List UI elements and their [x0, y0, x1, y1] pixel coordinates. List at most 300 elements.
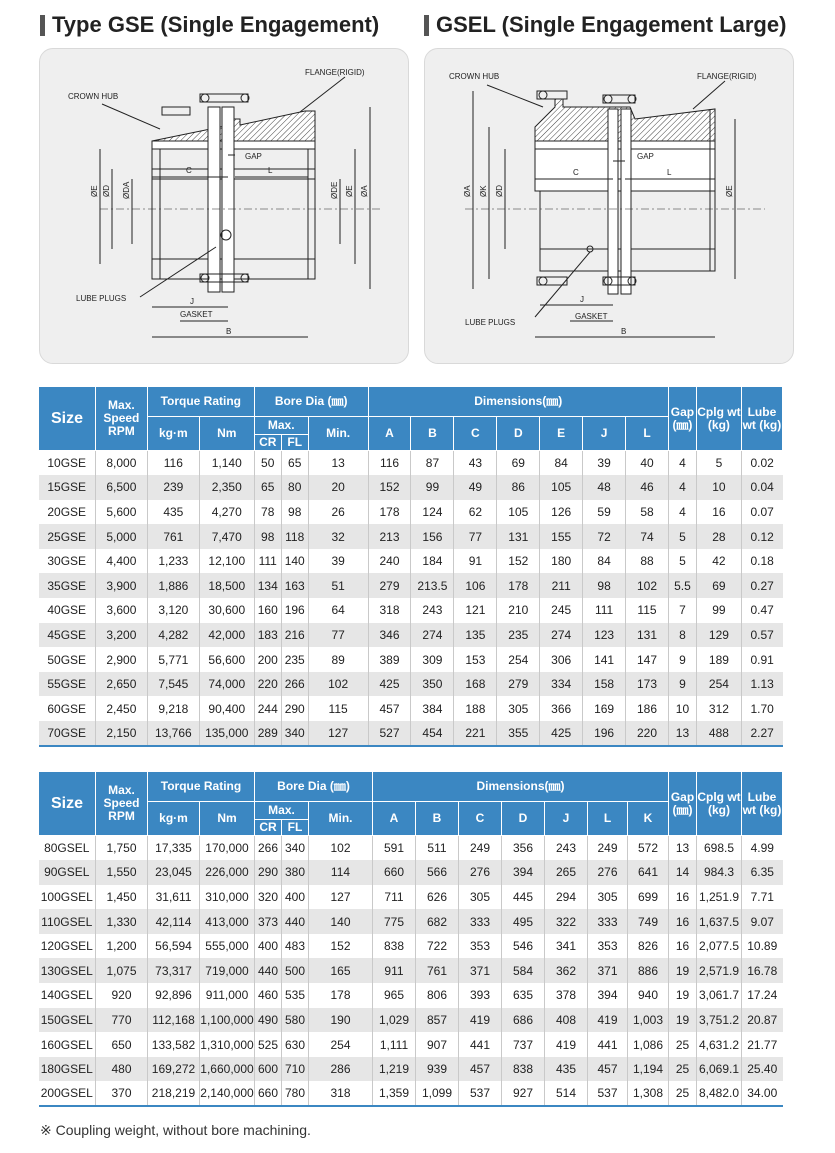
table-cell: 220 [254, 672, 281, 697]
table-cell: 165 [309, 958, 373, 983]
table-cell: 12,100 [199, 549, 254, 574]
table-cell: 838 [373, 934, 416, 959]
table-cell: 155 [540, 524, 583, 549]
gse-oe-left-label: ØE [90, 185, 99, 197]
table-cell: 600 [255, 1057, 282, 1082]
table-cell: 226,000 [200, 860, 255, 885]
table-cell: 74 [626, 524, 669, 549]
gse-coupling-drawing [40, 49, 408, 363]
table-cell: 911 [373, 958, 416, 983]
table-cell: 393 [459, 983, 502, 1008]
table-cell: 42,114 [148, 909, 200, 934]
gse-diagram-panel [39, 48, 409, 364]
table-cell: 535 [282, 983, 309, 1008]
table-cell: 580 [282, 1008, 309, 1033]
model-size-cell: 150GSEL [39, 1008, 96, 1033]
table-cell: 140 [309, 909, 373, 934]
table-row [39, 451, 783, 476]
table-cell: 42,000 [199, 623, 254, 648]
gsel-lube-plugs-label: LUBE PLUGS [465, 318, 516, 327]
table-row [39, 500, 783, 525]
table-cell: 19 [669, 958, 697, 983]
table-cell: 9 [668, 647, 696, 672]
table-cell: 188 [454, 696, 497, 721]
table-cell: 749 [628, 909, 669, 934]
table-cell: 196 [281, 598, 308, 623]
table-cell: 178 [497, 573, 540, 598]
table-cell: 218,219 [148, 1081, 200, 1106]
table-cell: 290 [255, 860, 282, 885]
header-gap: Gap (㎜) [669, 772, 697, 836]
table-cell: 134 [254, 573, 281, 598]
table-cell: 373 [255, 909, 282, 934]
table-cell: 441 [588, 1032, 628, 1057]
table-cell: 5,771 [147, 647, 199, 672]
table-cell: 7,470 [199, 524, 254, 549]
table-row [39, 598, 783, 623]
table-row [39, 647, 783, 672]
table-cell: 584 [502, 958, 545, 983]
table-cell: 84 [540, 451, 583, 476]
table-cell: 9,218 [147, 696, 199, 721]
table-row [39, 909, 783, 934]
table-row [39, 836, 783, 861]
table-cell: 25 [669, 1081, 697, 1106]
header-dim-col: L [588, 802, 628, 836]
gse-flange-label: FLANGE(RIGID) [305, 68, 365, 77]
gsel-crown-hub-label: CROWN HUB [449, 72, 500, 81]
table-cell: 18,500 [199, 573, 254, 598]
table-cell: 305 [459, 885, 502, 910]
table-cell: 26 [308, 500, 368, 525]
table-cell: 126 [540, 500, 583, 525]
table-cell: 0.07 [741, 500, 782, 525]
table-cell: 1,359 [373, 1081, 416, 1106]
table-cell: 4 [668, 475, 696, 500]
table-cell: 886 [628, 958, 669, 983]
table-cell: 196 [583, 721, 626, 746]
table-cell: 105 [497, 500, 540, 525]
table-cell: 333 [588, 909, 628, 934]
table-cell: 480 [96, 1057, 148, 1082]
table-cell: 123 [583, 623, 626, 648]
model-size-cell: 60GSE [39, 696, 96, 721]
table-cell: 127 [309, 885, 373, 910]
table-cell: 88 [626, 549, 669, 574]
table-cell: 3,061.7 [697, 983, 742, 1008]
table-cell: 0.02 [741, 451, 782, 476]
table-cell: 630 [282, 1032, 309, 1057]
table-cell: 184 [411, 549, 454, 574]
model-size-cell: 35GSE [39, 573, 96, 598]
table-cell: 90,400 [199, 696, 254, 721]
table-cell: 380 [282, 860, 309, 885]
table-row [39, 696, 783, 721]
table-cell: 106 [454, 573, 497, 598]
header-size: Size [39, 772, 96, 836]
table-cell: 48 [583, 475, 626, 500]
table-cell: 686 [502, 1008, 545, 1033]
table-cell: 8,000 [95, 451, 147, 476]
table-cell: 660 [255, 1081, 282, 1106]
table-cell: 806 [416, 983, 459, 1008]
table-cell: 244 [254, 696, 281, 721]
table-cell: 413,000 [200, 909, 255, 934]
table-cell: 276 [588, 860, 628, 885]
header-lube-wt: Lube wt (kg) [741, 387, 782, 451]
table-cell: 10.89 [742, 934, 783, 959]
table-cell: 173 [626, 672, 669, 697]
gse-oda-label: ØDA [122, 181, 131, 199]
table-cell: 1,660,000 [200, 1057, 255, 1082]
table-cell: 56,600 [199, 647, 254, 672]
table-cell: 1,886 [147, 573, 199, 598]
table-cell: 419 [588, 1008, 628, 1033]
table-cell: 216 [281, 623, 308, 648]
table-cell: 350 [411, 672, 454, 697]
table-cell: 19 [669, 1008, 697, 1033]
gse-l-label: L [268, 166, 273, 175]
table-cell: 920 [96, 983, 148, 1008]
table-cell: 5,600 [95, 500, 147, 525]
header-cr: CR [255, 820, 282, 836]
table-cell: 1,194 [628, 1057, 669, 1082]
table-cell: 180 [540, 549, 583, 574]
gse-gasket-label: GASKET [180, 310, 213, 319]
table-cell: 719,000 [200, 958, 255, 983]
table-cell: 73,317 [148, 958, 200, 983]
table-cell: 65 [281, 451, 308, 476]
table-cell: 16 [669, 934, 697, 959]
table-cell: 114 [309, 860, 373, 885]
gse-oa-label: ØA [360, 185, 369, 197]
table-cell: 340 [282, 836, 309, 861]
table-cell: 17,335 [148, 836, 200, 861]
table-cell: 378 [545, 983, 588, 1008]
header-nm: Nm [199, 417, 254, 451]
table-cell: 115 [626, 598, 669, 623]
table-row [39, 672, 783, 697]
table-cell: 495 [502, 909, 545, 934]
table-cell: 546 [502, 934, 545, 959]
table-cell: 384 [411, 696, 454, 721]
header-dimensions: Dimensions(㎜) [373, 772, 669, 802]
table-cell: 266 [281, 672, 308, 697]
table-cell: 20.87 [742, 1008, 783, 1033]
table-cell: 857 [416, 1008, 459, 1033]
header-dim-col: D [502, 802, 545, 836]
table-cell: 0.27 [741, 573, 782, 598]
table-cell: 69 [497, 451, 540, 476]
table-cell: 353 [588, 934, 628, 959]
table-cell: 152 [309, 934, 373, 959]
table-cell: 356 [502, 836, 545, 861]
model-size-cell: 200GSEL [39, 1081, 96, 1106]
table-cell: 290 [281, 696, 308, 721]
table-cell: 265 [545, 860, 588, 885]
table-cell: 16 [669, 885, 697, 910]
table-cell: 189 [696, 647, 741, 672]
table-cell: 635 [502, 983, 545, 1008]
table-cell: 102 [309, 836, 373, 861]
table-cell: 7,545 [147, 672, 199, 697]
model-size-cell: 50GSE [39, 647, 96, 672]
table-cell: 121 [454, 598, 497, 623]
table-cell: 927 [502, 1081, 545, 1106]
footnote: ※ Coupling weight, without bore machining. [40, 1122, 311, 1138]
header-dim-col: J [545, 802, 588, 836]
gsel-b-label: B [621, 327, 627, 336]
table-cell: 4.99 [742, 836, 783, 861]
table-cell: 0.47 [741, 598, 782, 623]
table-cell: 1,750 [96, 836, 148, 861]
gsel-j-label: J [580, 295, 584, 304]
table-cell: 243 [411, 598, 454, 623]
table-cell: 1,086 [628, 1032, 669, 1057]
header-fl: FL [281, 435, 308, 451]
table-cell: 340 [281, 721, 308, 746]
table-cell: 341 [545, 934, 588, 959]
table-cell: 660 [373, 860, 416, 885]
table-cell: 87 [411, 451, 454, 476]
gsel-oa-label: ØA [463, 185, 472, 197]
table-cell: 5,000 [95, 524, 147, 549]
model-size-cell: 10GSE [39, 451, 96, 476]
table-cell: 210 [497, 598, 540, 623]
table-cell: 99 [696, 598, 741, 623]
table-cell: 1,075 [96, 958, 148, 983]
table-cell: 527 [368, 721, 411, 746]
table-cell: 211 [540, 573, 583, 598]
table-cell: 682 [416, 909, 459, 934]
table-cell: 2.27 [741, 721, 782, 746]
table-cell: 28 [696, 524, 741, 549]
table-cell: 105 [540, 475, 583, 500]
table-cell: 1,310,000 [200, 1032, 255, 1057]
table-cell: 425 [540, 721, 583, 746]
title-bar-marker [424, 15, 429, 36]
table-cell: 34.00 [742, 1081, 783, 1106]
table-cell: 511 [416, 836, 459, 861]
table-cell: 5 [696, 451, 741, 476]
table-cell: 39 [308, 549, 368, 574]
table-row [39, 934, 783, 959]
table-cell: 9 [668, 672, 696, 697]
table-cell: 289 [254, 721, 281, 746]
table-cell: 371 [459, 958, 502, 983]
table-cell: 309 [411, 647, 454, 672]
table-cell: 355 [497, 721, 540, 746]
table-cell: 118 [281, 524, 308, 549]
table-cell: 537 [459, 1081, 502, 1106]
table-cell: 1,637.5 [697, 909, 742, 934]
table-row [39, 721, 783, 746]
header-max-speed: Max. Speed RPM [96, 772, 148, 836]
header-dim-col: C [459, 802, 502, 836]
table-cell: 3,900 [95, 573, 147, 598]
table-cell: 131 [497, 524, 540, 549]
gse-lube-plugs-label: LUBE PLUGS [76, 294, 127, 303]
table-cell: 4 [668, 451, 696, 476]
table-cell: 454 [411, 721, 454, 746]
table-cell: 5 [668, 549, 696, 574]
table-cell: 169 [583, 696, 626, 721]
table-cell: 69 [696, 573, 741, 598]
table-cell: 435 [147, 500, 199, 525]
model-size-cell: 130GSEL [39, 958, 96, 983]
table-cell: 254 [696, 672, 741, 697]
gse-od-label: ØD [102, 185, 111, 197]
header-torque: Torque Rating [147, 387, 254, 417]
model-size-cell: 100GSEL [39, 885, 96, 910]
table-cell: 1.70 [741, 696, 782, 721]
header-cplg-wt: Cplg wt (kg) [697, 772, 742, 836]
table-cell: 650 [96, 1032, 148, 1057]
table-cell: 50 [254, 451, 281, 476]
table-cell: 838 [502, 1057, 545, 1082]
table-cell: 91 [454, 549, 497, 574]
table-cell: 102 [626, 573, 669, 598]
table-cell: 286 [309, 1057, 373, 1082]
table-cell: 178 [309, 983, 373, 1008]
model-size-cell: 120GSEL [39, 934, 96, 959]
table-cell: 102 [308, 672, 368, 697]
table-cell: 305 [497, 696, 540, 721]
table-cell: 220 [626, 721, 669, 746]
table-cell: 49 [454, 475, 497, 500]
table-cell: 19 [669, 983, 697, 1008]
table-row [39, 885, 783, 910]
header-gap: Gap (㎜) [668, 387, 696, 451]
table-cell: 13 [668, 721, 696, 746]
table-cell: 2,900 [95, 647, 147, 672]
table-cell: 80 [281, 475, 308, 500]
table-cell: 20 [308, 475, 368, 500]
table-cell: 99 [411, 475, 454, 500]
table-cell: 86 [497, 475, 540, 500]
gsel-flange-label: FLANGE(RIGID) [697, 72, 757, 81]
table-cell: 641 [628, 860, 669, 885]
table-cell: 10 [696, 475, 741, 500]
table-cell: 0.18 [741, 549, 782, 574]
table-cell: 266 [255, 836, 282, 861]
table-cell: 460 [255, 983, 282, 1008]
table-cell: 276 [459, 860, 502, 885]
table-cell: 98 [281, 500, 308, 525]
table-cell: 7.71 [742, 885, 783, 910]
table-cell: 274 [411, 623, 454, 648]
table-cell: 163 [281, 573, 308, 598]
table-cell: 213.5 [411, 573, 454, 598]
table-cell: 239 [147, 475, 199, 500]
table-cell: 213 [368, 524, 411, 549]
table-cell: 1,450 [96, 885, 148, 910]
header-lube-wt: Lube wt (kg) [742, 772, 783, 836]
table-cell: 483 [282, 934, 309, 959]
table-cell: 183 [254, 623, 281, 648]
model-size-cell: 20GSE [39, 500, 96, 525]
table-cell: 305 [588, 885, 628, 910]
table-cell: 160 [254, 598, 281, 623]
table-cell: 490 [255, 1008, 282, 1033]
table-cell: 8 [668, 623, 696, 648]
table-cell: 249 [459, 836, 502, 861]
table-cell: 65 [254, 475, 281, 500]
gsel-gap-label: GAP [637, 152, 654, 161]
header-dim-col: A [368, 417, 411, 451]
table-cell: 77 [308, 623, 368, 648]
table-row [39, 860, 783, 885]
table-cell: 2,350 [199, 475, 254, 500]
table-cell: 294 [545, 885, 588, 910]
table-cell: 1,100,000 [200, 1008, 255, 1033]
table-cell: 710 [282, 1057, 309, 1082]
table-cell: 235 [497, 623, 540, 648]
header-dim-col: K [628, 802, 669, 836]
table-cell: 440 [255, 958, 282, 983]
table-cell: 186 [626, 696, 669, 721]
table-cell: 116 [147, 451, 199, 476]
gsel-title-text: GSEL (Single Engagement Large) [436, 12, 787, 37]
table-cell: 235 [281, 647, 308, 672]
table-cell: 200 [254, 647, 281, 672]
model-size-cell: 160GSEL [39, 1032, 96, 1057]
table-cell: 626 [416, 885, 459, 910]
table-cell: 249 [588, 836, 628, 861]
table-cell: 17.24 [742, 983, 783, 1008]
table-cell: 133,582 [148, 1032, 200, 1057]
table-row [39, 524, 783, 549]
table-cell: 346 [368, 623, 411, 648]
table-cell: 457 [459, 1057, 502, 1082]
table-cell: 46 [626, 475, 669, 500]
table-cell: 1,140 [199, 451, 254, 476]
model-size-cell: 25GSE [39, 524, 96, 549]
table-cell: 334 [540, 672, 583, 697]
model-size-cell: 110GSEL [39, 909, 96, 934]
header-nm: Nm [200, 802, 255, 836]
table-cell: 775 [373, 909, 416, 934]
header-dim-col: B [416, 802, 459, 836]
table-cell: 4,282 [147, 623, 199, 648]
table-cell: 770 [96, 1008, 148, 1033]
table-row [39, 623, 783, 648]
table-cell: 737 [502, 1032, 545, 1057]
table-cell: 13 [308, 451, 368, 476]
table-cell: 1,330 [96, 909, 148, 934]
table-cell: 907 [416, 1032, 459, 1057]
table-cell: 488 [696, 721, 741, 746]
table-cell: 0.91 [741, 647, 782, 672]
table-cell: 16 [669, 909, 697, 934]
model-size-cell: 180GSEL [39, 1057, 96, 1082]
header-dim-col: B [411, 417, 454, 451]
table-cell: 353 [459, 934, 502, 959]
table-cell: 13 [669, 836, 697, 861]
model-size-cell: 55GSE [39, 672, 96, 697]
table-cell: 440 [282, 909, 309, 934]
table-cell: 243 [545, 836, 588, 861]
table-cell: 245 [540, 598, 583, 623]
table-cell: 1.13 [741, 672, 782, 697]
table-cell: 0.12 [741, 524, 782, 549]
table-row [39, 549, 783, 574]
table-cell: 5.5 [668, 573, 696, 598]
table-cell: 0.04 [741, 475, 782, 500]
table-cell: 4,270 [199, 500, 254, 525]
model-size-cell: 80GSEL [39, 836, 96, 861]
table-cell: 984.3 [697, 860, 742, 885]
